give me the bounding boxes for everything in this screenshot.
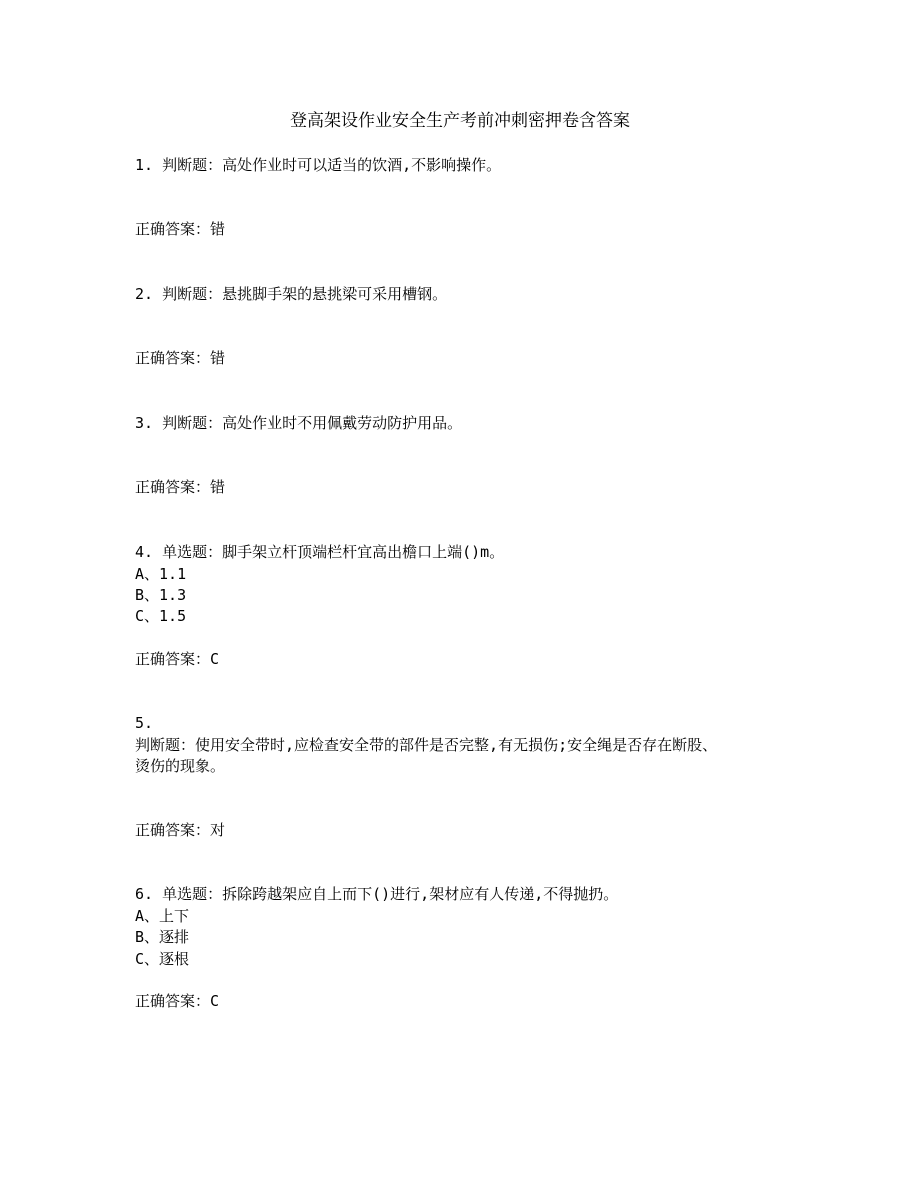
question-text-5-line2: 烫伤的现象。 [135, 757, 226, 775]
option-a: A、1.1 [135, 565, 187, 583]
question-number: 2. [135, 285, 154, 303]
question-number: 3. [135, 414, 154, 432]
answer-3: 正确答案：错 [135, 478, 226, 496]
question-number: 6. [135, 885, 154, 903]
question-text: 判断题：高处作业时可以适当的饮酒,不影响操作。 [162, 156, 502, 174]
question-text: 判断题：高处作业时不用佩戴劳动防护用品。 [162, 414, 463, 432]
question-2 [135, 284, 795, 305]
question-number-5: 5. [135, 714, 154, 732]
option-c: C、1.5 [135, 607, 187, 625]
answer-4: 正确答案：C [135, 650, 220, 668]
question-4 [135, 542, 795, 563]
question-3 [135, 413, 795, 434]
option-b: B、逐排 [135, 928, 190, 946]
page-title: 登高架设作业安全生产考前冲刺密押卷含答案 [290, 111, 630, 131]
answer-2: 正确答案：错 [135, 349, 226, 367]
option-b: B、1.3 [135, 586, 187, 604]
question-text: 判断题：悬挑脚手架的悬挑梁可采用槽钢。 [162, 285, 448, 303]
question-text-5-line1: 判断题：使用安全带时,应检查安全带的部件是否完整,有无损伤;安全绳是否存在断股、 [135, 736, 718, 754]
option-c: C、逐根 [135, 950, 190, 968]
question-text: 单选题：脚手架立杆顶端栏杆宜高出檐口上端()m。 [162, 543, 505, 561]
question-number: 4. [135, 543, 154, 561]
question-number: 1. [135, 156, 154, 174]
question-text: 单选题：拆除跨越架应自上而下()进行,架材应有人传递,不得抛扔。 [162, 885, 619, 903]
question-6 [135, 884, 795, 905]
answer-1: 正确答案：错 [135, 220, 226, 238]
answer-5: 正确答案：对 [135, 821, 226, 839]
option-a: A、上下 [135, 907, 190, 925]
question-1 [135, 155, 795, 176]
answer-6: 正确答案：C [135, 992, 220, 1010]
